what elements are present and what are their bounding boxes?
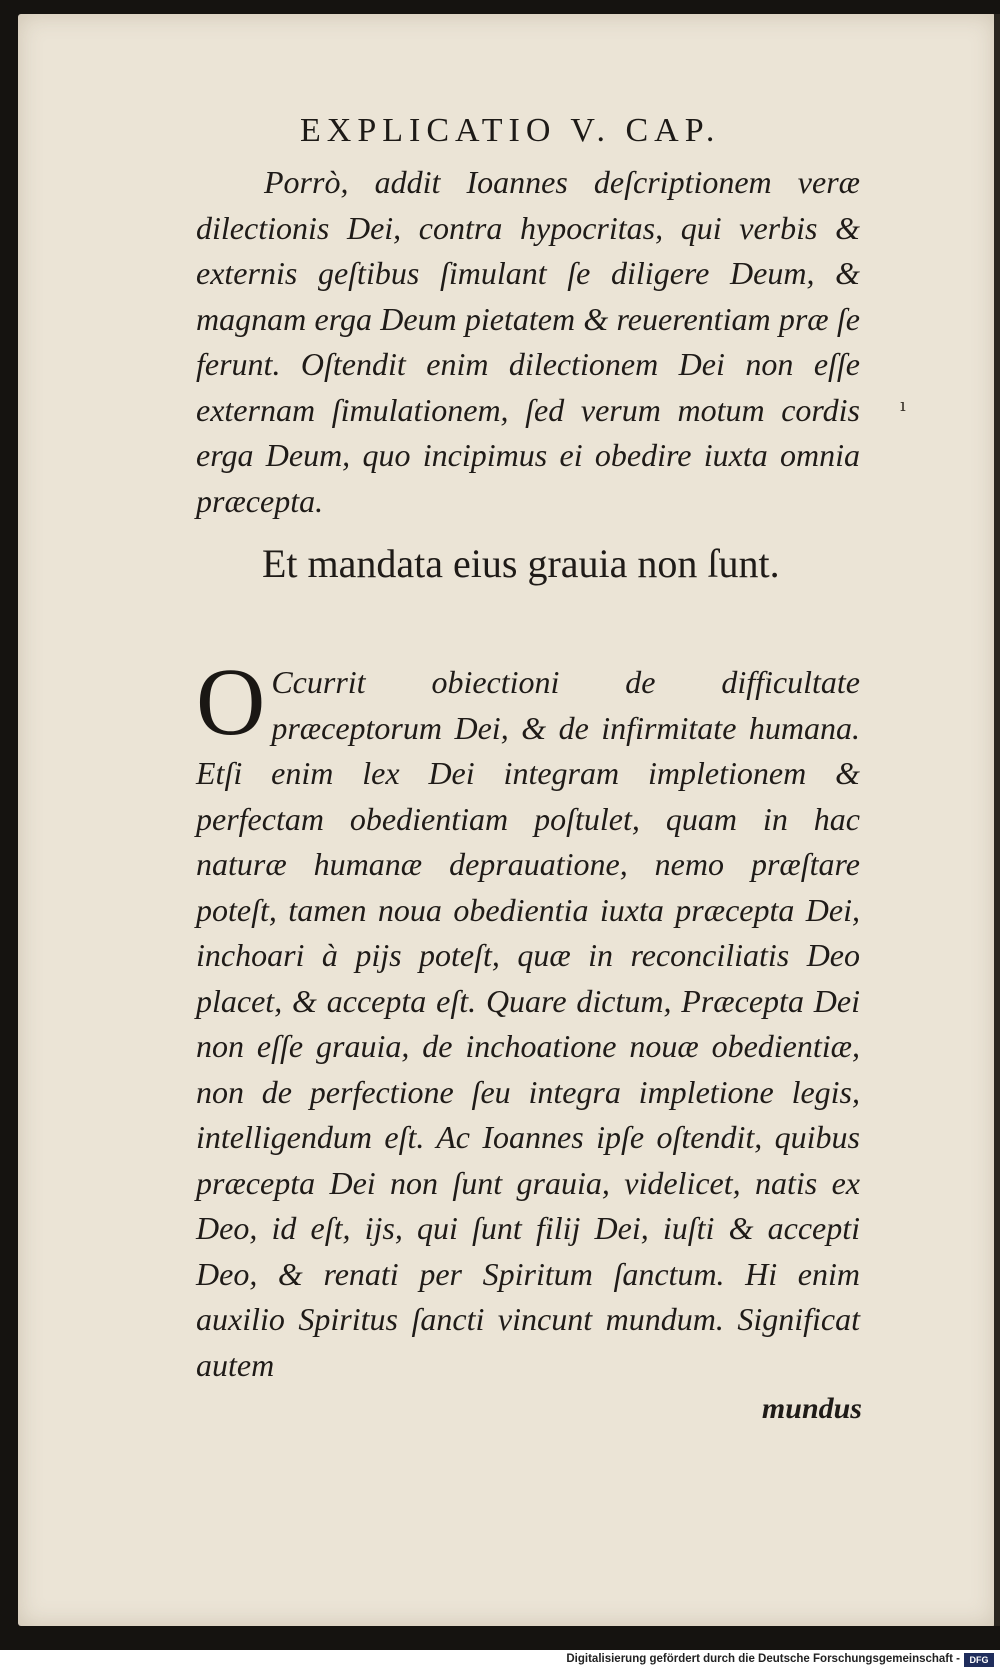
paragraph-2-text: Ccurrit obiectioni de difficultate præceptorum Dei, & de infirmitate humana. Etſi enim lex Dei integram impletionem & perfectam obedientiam poſtulet, quam in hac naturæ humanæ deprauatione, nemo præſtare poteſt, tamen noua obedientia iuxta præcepta Dei, inchoari à pijs poteſt, quæ in reconciliatis Deo placet, & accepta eſt. Quare dictum, Præcepta Dei non eſſe grauia, de inchoatione nouæ obedientiæ, non de perfectione ſeu integra impletione legis, intelligendum eſt. Ac Ioannes ipſe oſtendit, quibus præcepta Dei non ſunt grauia, videlicet, natis ex Deo, id eſt, ijs, qui ſunt filij Dei, iuſti & accepti Deo, & renati per Spiritum ſanctum. Hi enim auxilio Spiritus ſancti vincunt mundum. Significat autem bbox=[196, 664, 860, 1383]
paragraph-2 bbox=[196, 648, 860, 1388]
margin-mark: ı bbox=[900, 395, 906, 416]
page-edge bbox=[994, 14, 1000, 1626]
running-header: EXPLICATIO V. CAP. bbox=[300, 112, 721, 149]
drop-cap-initial: O bbox=[196, 648, 266, 755]
lemma-heading: Et mandata eius grauia non ſunt. bbox=[262, 541, 780, 586]
paragraph-1: Porrò, addit Ioannes deſcriptionem veræ dilectionis Dei, contra hypocritas, qui verbis & externis geſtibus ſimulant ſe diligere Deum, & magnam erga Deum pietatem & reuerentiam præ ſe ferunt. Oſtendit enim dilectionem Dei non eſſe externam ſimulationem, ſed verum motum cordis erga Deum, quo incipimus ei obedire iuxta omnia præcepta. bbox=[196, 164, 860, 519]
footer-bar bbox=[0, 1650, 1000, 1672]
catchword: mundus bbox=[761, 1392, 862, 1425]
dfg-logo-icon: DFG bbox=[964, 1653, 994, 1667]
funding-credit: Digitalisierung gefördert durch die Deutsche Forschungsgemeinschaft - bbox=[566, 1653, 960, 1665]
